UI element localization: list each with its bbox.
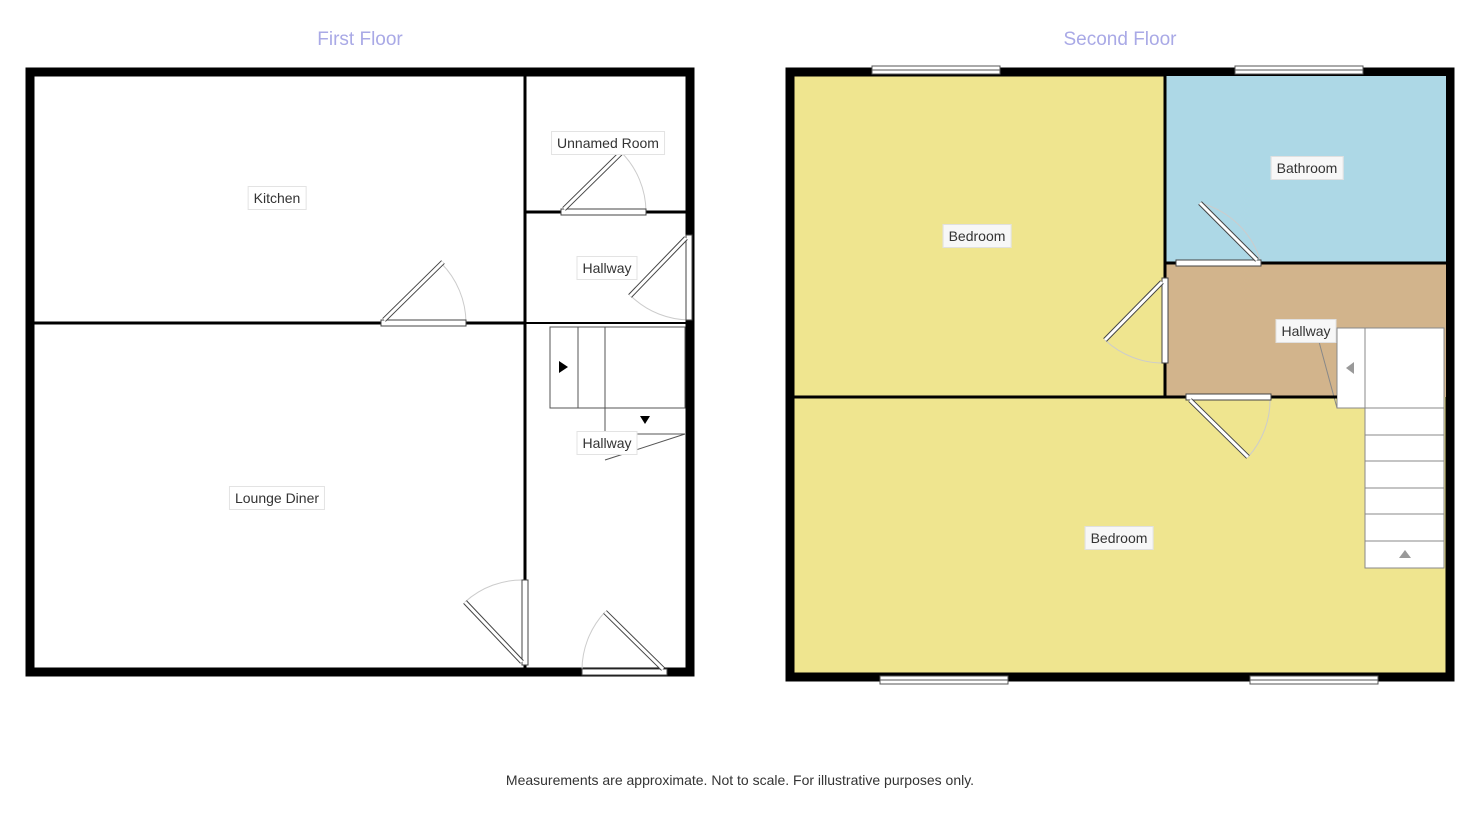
first-floor-title: First Floor [317,29,403,50]
room-label-bedroom-upper: Bedroom [943,224,1012,248]
second-floor-title: Second Floor [1063,29,1177,50]
second-floor-plan [790,66,1450,684]
room-label-kitchen: Kitchen [248,186,307,210]
room-label-bathroom: Bathroom [1271,156,1344,180]
room-label-hallway-lower: Hallway [576,431,637,455]
room-label-bedroom-lower: Bedroom [1085,526,1154,550]
first-floor-plan [30,72,692,675]
room-label-unnamed-room: Unnamed Room [551,131,665,155]
room-label-hallway-upper: Hallway [576,256,637,280]
room-label-hallway-second: Hallway [1275,319,1336,343]
room-label-lounge-diner: Lounge Diner [229,486,325,510]
disclaimer-text: Measurements are approximate. Not to scale. For illustrative purposes only. [505,772,975,788]
